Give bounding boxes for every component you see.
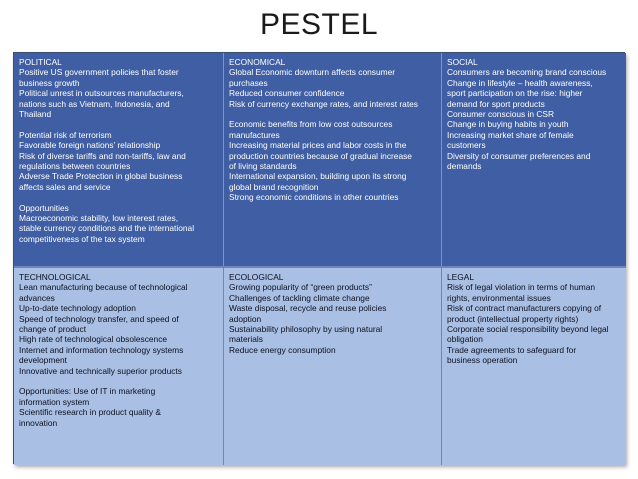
cell-line: Strong economic conditions in other countries [229, 192, 399, 203]
cell-line: Political unrest in outsources manufacturers, [19, 88, 184, 99]
cell-heading: ECOLOGICAL [229, 272, 284, 282]
cell-heading: POLITICAL [19, 57, 62, 67]
cell-line: Risk of contract manufacturers copying of [447, 303, 602, 314]
cell-lines [19, 67, 218, 244]
cell-line: Consumers are becoming brand conscious [447, 67, 607, 78]
cell-line: International expansion, building upon its strong [229, 171, 407, 182]
cell-heading: LEGAL [447, 272, 475, 282]
spacer [229, 109, 436, 119]
cell-line: Trade agreements to safeguard for [447, 344, 577, 355]
cell-line: nations such as Vietnam, Indonesia, and [19, 98, 170, 109]
cell-economical [224, 53, 442, 266]
cell-line: Risk of legal violation in terms of human [447, 282, 596, 293]
page-title: PESTEL [259, 8, 379, 41]
cell-line: Potential risk of terrorism [19, 129, 112, 140]
cell-line: Change in lifestyle – health awareness, [447, 77, 593, 88]
spacer [19, 192, 218, 202]
cell-line: Economic benefits from low cost outsources [229, 119, 393, 130]
cell-line: product (intellectual property rights) [447, 313, 579, 324]
cell-line: development [19, 355, 67, 366]
spacer [19, 376, 218, 386]
cell-lines [447, 67, 621, 171]
cell-line: Corporate social responsibility beyond legal [447, 324, 609, 335]
cell-line: purchases [229, 77, 268, 88]
cell-social [442, 53, 626, 266]
cell-line: Increasing market share of female [447, 129, 574, 140]
cell-line: Up-to-date technology adoption [19, 303, 136, 314]
cell-line: Scientific research in product quality & [19, 407, 161, 418]
cell-line: innovation [19, 417, 58, 428]
cell-heading: TECHNOLOGICAL [19, 272, 91, 282]
cell-legal [442, 266, 626, 465]
cell-line: change of product [19, 324, 87, 335]
cell-line: Opportunities [19, 202, 69, 213]
cell-line: Adverse Trade Protection in global business [19, 171, 183, 182]
cell-line: Global Economic downturn affects consumer [229, 67, 396, 78]
pestel-table [13, 52, 625, 464]
cell-line: Internet and information technology systems [19, 344, 184, 355]
cell-line: production countries because of gradual increase [229, 150, 412, 161]
cell-ecological [224, 266, 442, 465]
cell-lines [229, 282, 436, 355]
cell-line: Risk of currency exchange rates, and interest rates [229, 98, 418, 109]
cell-line: Favorable foreign nations’ relationship [19, 140, 161, 151]
cell-lines [229, 67, 436, 202]
cell-line: business growth [19, 77, 80, 88]
cell-line: Reduced consumer confidence [229, 88, 345, 99]
cell-line: Lean manufacturing because of technological [19, 282, 188, 293]
cell-line: Diversity of consumer preferences and [447, 150, 591, 161]
cell-technological [14, 266, 224, 465]
cell-line: Consumer conscious in CSR [447, 109, 555, 120]
cell-line: Sustainability philosophy by using natural [229, 324, 383, 335]
cell-lines [447, 282, 621, 365]
cell-line: Challenges of tackling climate change [229, 292, 370, 303]
cell-line: Speed of technology transfer, and speed of [19, 313, 179, 324]
cell-line: obligation [447, 334, 483, 345]
cell-political [14, 53, 224, 266]
cell-line: High rate of technological obsolescence [19, 334, 168, 345]
cell-line: Increasing material prices and labor costs in the [229, 140, 407, 151]
cell-line: demand for sport products [447, 98, 545, 109]
cell-line: demands [447, 161, 482, 172]
cell-line: regulations between countries [19, 161, 131, 172]
cell-line: Thailand [19, 109, 52, 120]
cell-line: Waste disposal, recycle and reuse policies [229, 303, 387, 314]
cell-line: sport participation on the rise: higher [447, 88, 583, 99]
cell-line: customers [447, 140, 486, 151]
cell-line: of living standards [229, 161, 297, 172]
cell-line: affects sales and service [19, 181, 111, 192]
cell-line: manufactures [229, 129, 280, 140]
cell-line: stable currency conditions and the international [19, 223, 195, 234]
cell-line: Reduce energy consumption [229, 344, 336, 355]
cell-line: Change in buying habits in youth [447, 119, 569, 130]
cell-line: business operation [447, 355, 518, 366]
cell-heading: SOCIAL [447, 57, 478, 67]
cell-lines [19, 282, 218, 428]
cell-line: Macroeconomic stability, low interest rates, [19, 213, 179, 224]
cell-line: advances [19, 292, 55, 303]
cell-line: materials [229, 334, 263, 345]
cell-line: Innovative and technically superior products [19, 365, 182, 376]
spacer [19, 119, 218, 129]
cell-line: adoption [229, 313, 262, 324]
cell-line: Positive US government policies that foster [19, 67, 179, 78]
cell-line: information system [19, 396, 90, 407]
cell-line: Growing popularity of “green products” [229, 282, 372, 293]
cell-line: global brand recognition [229, 181, 319, 192]
cell-line: Risk of diverse tariffs and non-tariffs, law and [19, 150, 186, 161]
cell-heading: ECONOMICAL [229, 57, 286, 67]
cell-line: rights, environmental issues [447, 292, 551, 303]
cell-line: Opportunities: Use of IT in marketing [19, 386, 156, 397]
cell-line: competitiveness of the tax system [19, 233, 145, 244]
